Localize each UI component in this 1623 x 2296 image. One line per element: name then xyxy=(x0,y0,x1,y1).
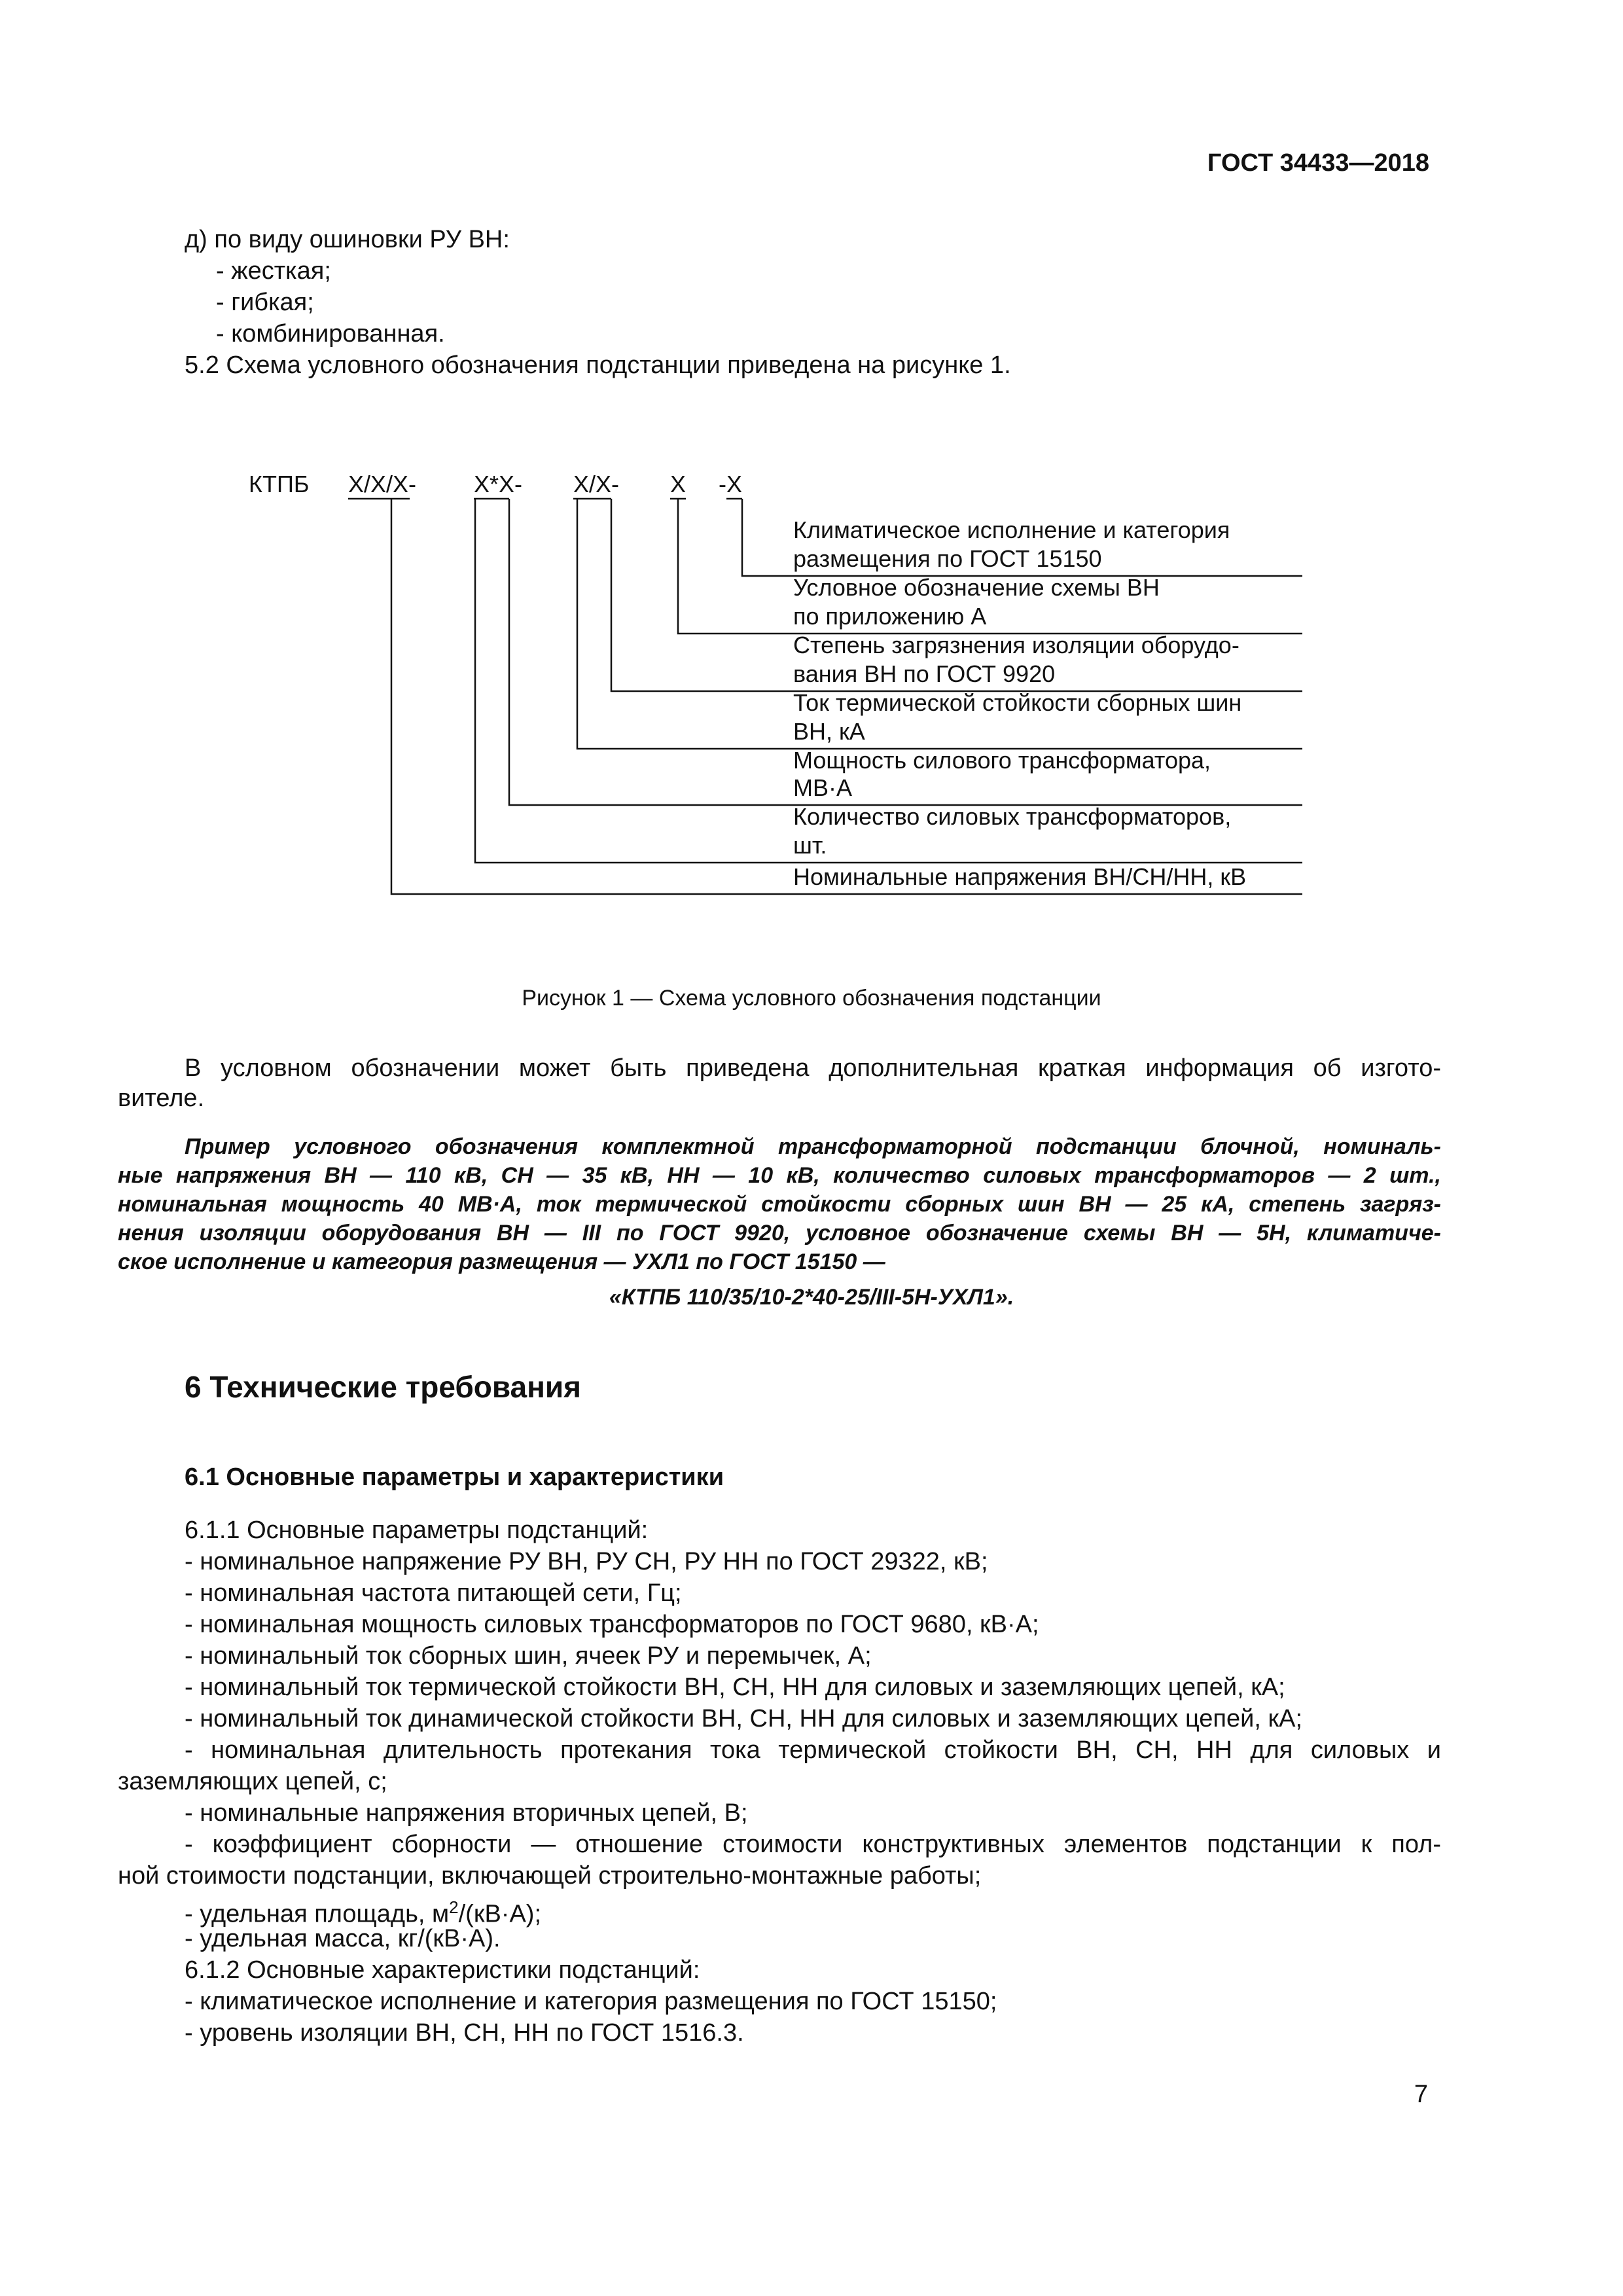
section-6-title: 6 Технические требования xyxy=(185,1370,581,1404)
area-prefix: - удельная площадь, м xyxy=(185,1900,450,1928)
example-line-1: Пример условного обозначения комплектной трансформаторной подстанции блочной, номиналь- xyxy=(185,1134,1441,1159)
list-item: - уровень изоляции ВН, СН, НН по ГОСТ 1516.3. xyxy=(185,2019,744,2047)
example-line-4: нения изоляции оборудования ВН — III по ГОСТ 9920, условное обозначение схемы ВН — 5Н, климатиче- xyxy=(118,1221,1441,1246)
list-item: - комбинированная. xyxy=(216,320,445,348)
label-pollution-l2: вания ВН по ГОСТ 9920 xyxy=(793,660,1056,687)
label-power-l2: МВ·А xyxy=(793,774,852,801)
example-line-2: ные напряжения ВН — 110 кВ, СН — 35 кВ, НН — 10 кВ, количество силовых трансформаторов — 2 шт., xyxy=(118,1163,1441,1188)
list-item: - номинальная частота питающей сети, Гц; xyxy=(185,1579,682,1607)
code-group-current: Х/Х- xyxy=(573,471,620,497)
code-group-voltages: Х/Х/Х- xyxy=(348,471,417,497)
designation-scheme xyxy=(0,0,1623,929)
list-item: - номинальный ток термической стойкости ВН, СН, НН для силовых и заземляющих цепей, кА; xyxy=(185,1674,1285,1701)
label-current-l2: ВН, кА xyxy=(793,718,865,745)
list-item-area xyxy=(185,1893,541,1929)
list-item: - номинальный ток сборных шин, ячеек РУ и перемычек, А; xyxy=(185,1642,872,1670)
label-climatic-l2: размещения по ГОСТ 15150 xyxy=(793,545,1102,572)
figure-caption: Рисунок 1 — Схема условного обозначения подстанции xyxy=(522,986,1101,1011)
prefab-line-2: ной стоимости подстанции, включающей строительно-монтажные работы; xyxy=(118,1862,982,1890)
list-item: - гибкая; xyxy=(216,289,314,316)
duration-line-1: - номинальная длительность протекания тока термической стойкости ВН, СН, НН для силовых и xyxy=(185,1736,1441,1764)
page-number: 7 xyxy=(1414,2081,1428,2108)
list-item: - номинальная мощность силовых трансформаторов по ГОСТ 9680, кВ·А; xyxy=(185,1611,1039,1638)
label-voltage-l1: Номинальные напряжения ВН/СН/НН, кВ xyxy=(793,863,1247,890)
code-group-climatic: -Х xyxy=(719,471,742,497)
duration-line-2: заземляющих цепей, с; xyxy=(118,1768,387,1795)
area-exponent: 2 xyxy=(449,1897,459,1917)
code-group-transformers: Х*Х- xyxy=(474,471,523,497)
area-suffix: /(кВ·А); xyxy=(458,1900,542,1928)
note-line-1: В условном обозначении может быть приведена дополнительная краткая информация об изгото- xyxy=(185,1054,1441,1082)
code-prefix: КТПБ xyxy=(249,471,310,497)
label-scheme-l1: Условное обозначение схемы ВН xyxy=(793,574,1160,601)
p-6-1-2-title: 6.1.2 Основные характеристики подстанций: xyxy=(185,1956,700,1984)
list-item: - жесткая; xyxy=(216,257,331,285)
label-pollution-l1: Степень загрязнения изоляции оборудо- xyxy=(793,632,1240,658)
list-item: - номинальное напряжение РУ ВН, РУ СН, РУ НН по ГОСТ 29322, кВ; xyxy=(185,1548,988,1575)
standard-number: ГОСТ 34433—2018 xyxy=(1207,149,1429,177)
label-climatic-l1: Климатическое исполнение и категория xyxy=(793,516,1230,543)
note-line-2: вителе. xyxy=(118,1085,205,1112)
list-item: - климатическое исполнение и категория размещения по ГОСТ 15150; xyxy=(185,1988,997,2015)
prefab-line-1: - коэффициент сборности — отношение стоимости конструктивных элементов подстанции к пол- xyxy=(185,1831,1441,1858)
label-scheme-l2: по приложению А xyxy=(793,603,987,630)
example-designation: «КТПБ 110/35/10-2*40-25/III-5Н-УХЛ1». xyxy=(609,1285,1014,1310)
p-6-1-1-title: 6.1.1 Основные параметры подстанций: xyxy=(185,1516,649,1544)
label-count-l2: шт. xyxy=(793,832,827,859)
list-item: - удельная масса, кг/(кВ·А). xyxy=(185,1925,501,1952)
list-item: - номинальный ток динамической стойкости ВН, СН, НН для силовых и заземляющих цепей, кА; xyxy=(185,1705,1302,1732)
code-group-scheme: Х xyxy=(670,471,687,497)
example-line-3: номинальная мощность 40 МВ·А, ток термической стойкости сборных шин ВН — 25 кА, степень загряз- xyxy=(118,1192,1441,1217)
section-5-2-text: 5.2 Схема условного обозначения подстанции приведена на рисунке 1. xyxy=(185,351,1011,379)
list-item: - номинальные напряжения вторичных цепей, В; xyxy=(185,1799,748,1827)
example-line-5: ское исполнение и категория размещения — УХЛ1 по ГОСТ 15150 — xyxy=(118,1249,885,1274)
busbar-heading: д) по виду ошиновки РУ ВН: xyxy=(185,226,510,253)
section-6-1-title: 6.1 Основные параметры и характеристики xyxy=(185,1463,724,1491)
label-current-l1: Ток термической стойкости сборных шин xyxy=(793,689,1242,716)
label-count-l1: Количество силовых трансформаторов, xyxy=(793,803,1232,830)
label-power-l1: Мощность силового трансформатора, xyxy=(793,747,1211,774)
